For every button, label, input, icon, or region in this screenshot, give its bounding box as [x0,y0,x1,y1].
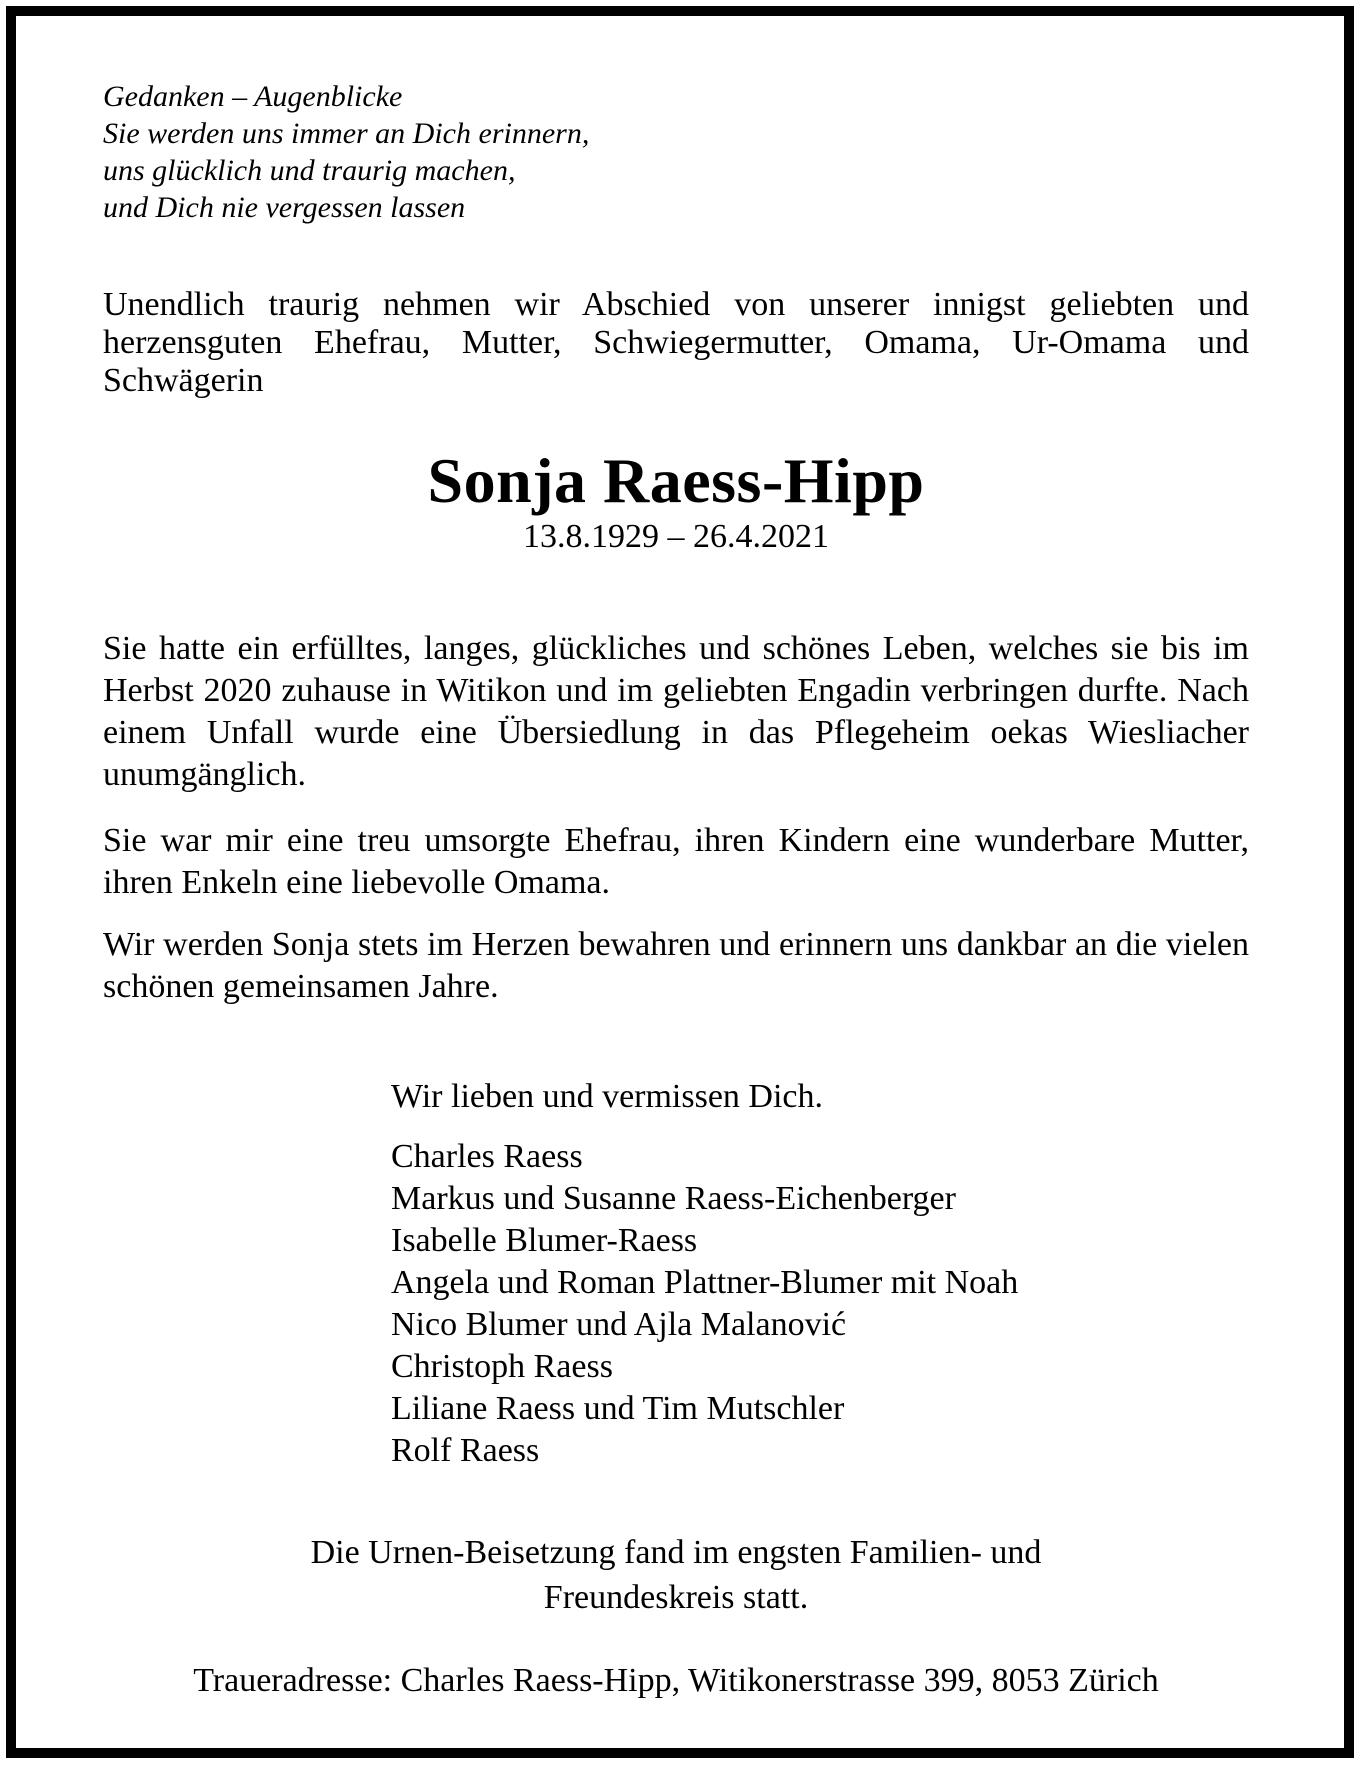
mourner-name: Nico Blumer und Ajla Malanović [391,1306,847,1343]
closing-block [391,1076,1249,1472]
body-paragraph: Wir werden Sonja stets im Herzen bewahren und erinnern uns dankbar an die vielen schönen gemeinsamen Jahre. [103,926,1249,1005]
mourner-name: Markus und Susanne Raess-Eichenberger [391,1180,956,1217]
mourner-name: Rolf Raess [391,1432,540,1469]
farewell-line: Wir lieben und vermissen Dich. [391,1078,824,1115]
burial-notice [103,1530,1249,1620]
life-dates: 13.8.1929 – 26.4.2021 [523,518,829,555]
mourner-name: Christoph Raess [391,1348,613,1385]
epigraph-line: und Dich nie vergessen lassen [103,191,466,224]
body-paragraph: Sie hatte ein erfülltes, langes, glückliches und schönes Leben, welches sie bis im Herbst 2020 zuhause in Witikon und im geliebten Engadin verbringen durfte. Nach einem Unfall wurde eine Übersiedlung in das Pflegeheim oekas Wiesliacher unumgänglich. [103,630,1249,793]
epigraph [103,78,1249,226]
epigraph-line: uns glücklich und traurig machen, [103,154,516,187]
mourners-list [391,1136,1249,1472]
burial-notice-line: Freundeskreis statt. [543,1579,809,1616]
mourner-name: Isabelle Blumer-Raess [391,1222,698,1259]
mourning-address: Traueradresse: Charles Raess-Hipp, Witikonerstrasse 399, 8053 Zürich [193,1662,1159,1699]
mourner-name: Angela und Roman Plattner-Blumer mit Noah [391,1264,1019,1301]
epigraph-line: Sie werden uns immer an Dich erinnern, [103,117,590,150]
mourner-name: Liliane Raess und Tim Mutschler [391,1390,845,1427]
obituary-page-frame [6,6,1354,1758]
deceased-name: Sonja Raess-Hipp [427,445,925,516]
intro-paragraph: Unendlich traurig nehmen wir Abschied von unserer innigst geliebten und herzensguten Ehefrau, Mutter, Schwiegermutter, Omama, Ur-Omama und Schwägerin [103,286,1249,399]
mourner-name: Charles Raess [391,1138,583,1175]
body-paragraph: Sie war mir eine treu umsorgte Ehefrau, ihren Kindern eine wunderbare Mutter, ihren Enkeln eine liebevolle Omama. [103,822,1249,901]
epigraph-line: Gedanken – Augenblicke [103,80,403,113]
burial-notice-line: Die Urnen-Beisetzung fand im engsten Familien- und [310,1534,1042,1571]
